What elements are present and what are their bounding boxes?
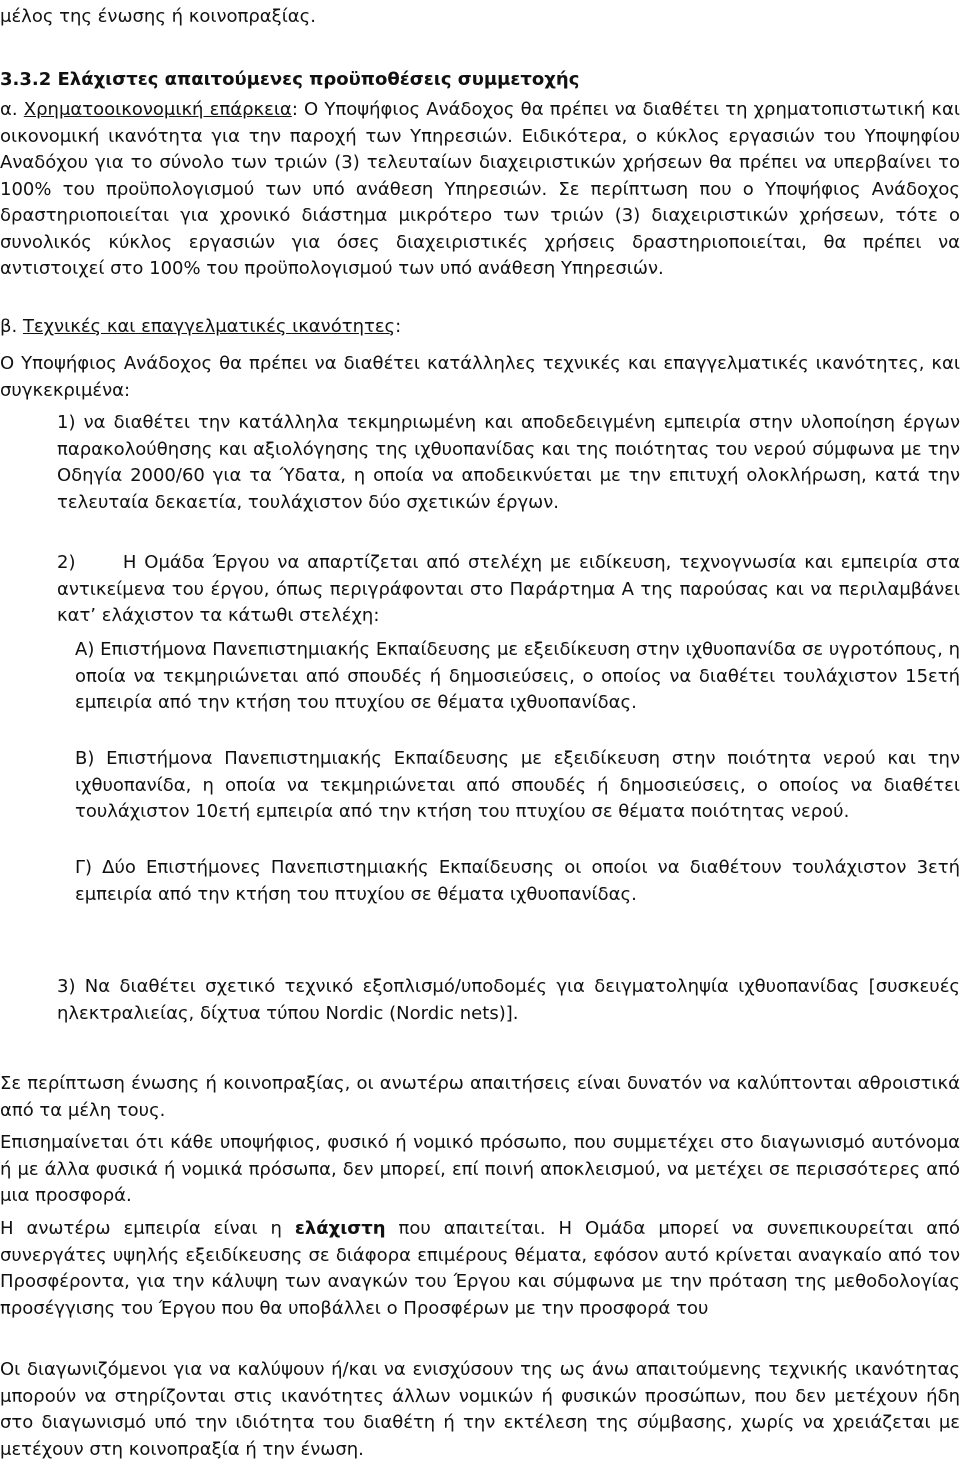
list-item-3: 3) Να διαθέτει σχετικό τεχνικό εξοπλισμό/υποδομές για δειγματοληψία ιχθυοπανίδας [συσκευές ηλεκτραλιείας, δίχτυα τύπου Nordic (Nordic nets)].	[57, 976, 960, 1024]
requirement-a	[0, 97, 960, 283]
staff-item-b: Β) Επιστήμονα Πανεπιστημιακής Εκπαίδευσης με εξειδίκευση στην ποιότητα νερού και την ιχθυοπανίδα, η οποία να τεκμηριώνεται από σπουδές ή δημοσιεύσεις, ο οποίος να διαθέτει τουλάχιστον 10ετή εμπειρία από την κτήση του πτυχίου σε θέματα ποιότητας νερού.	[75, 748, 960, 822]
list-item-2: 2) Η Ομάδα Έργου να απαρτίζεται από στελέχη με ειδίκευση, τεχνογνωσία και εμπειρία στα αντικείμενα του έργου, όπως περιγράφονται στο Παράρτημα Α της παρούσας και να περιλαμβάνει κατ’ ελάχιστον τα κάτωθι στελέχη:	[57, 552, 960, 626]
section-heading: 3.3.2 Ελάχιστες απαιτούμενες προϋποθέσεις συμμετοχής	[0, 69, 580, 90]
emphasis-minimum: ελάχιστη	[294, 1218, 386, 1239]
paragraph-consortium: Σε περίπτωση ένωσης ή κοινοπραξίας, οι ανωτέρω απαιτήσεις είναι δυνατόν να καλύπτονται αθροιστικά από τα μέλη τους.	[0, 1073, 960, 1121]
staff-item-c: Γ) Δύο Επιστήμονες Πανεπιστημιακής Εκπαίδευσης οι οποίοι να διαθέτουν τουλάχιστον 3ετή εμπειρία από την κτήση του πτυχίου σε θέματα ιχθυοπανίδας.	[75, 857, 960, 905]
paragraph-third-party-capacity: Οι διαγωνιζόμενοι για να καλύψουν ή/και να ενισχύσουν της ως άνω απαιτούμενης τεχνικής ικανότητας μπορούν να στηρίζονται στις ικανότητες άλλων νομικών ή φυσικών προσώπων, που δεν μετέχουν ήδη στο διαγωνισμό υπό την ιδιότητα του διαθέτη ή την εκτέλεση της σύμβασης, χωρίς να χρειάζεται με μετέχουν στη κοινοπραξία ή την ένωση.	[0, 1359, 960, 1460]
requirement-b-intro: Ο Υποψήφιος Ανάδοχος θα πρέπει να διαθέτει κατάλληλες τεχνικές και επαγγελματικές ικανότητες, και συγκεκριμένα:	[0, 353, 960, 401]
requirement-b-title: Τεχνικές και επαγγελματικές ικανότητες	[22, 316, 396, 337]
paragraph-minimum-experience: Η ανωτέρω εμπειρία είναι η ελάχιστη που απαιτείται. Η Ομάδα μπορεί να συνεπικουρείται από συνεργάτες υψηλής εξειδίκευσης σε διάφορα επιμέρους θέματα, εφόσον αυτό κρίνεται αναγκαίο από τον Προσφέροντα, για την κάλυψη των αναγκών του Έργου και σύμφωνα με την πρόταση της μεθοδολογίας προσέγγισης του Έργου που θα υποβάλλει ο Προσφέρων με την προσφορά του	[0, 1218, 960, 1319]
requirement-b-heading: β. Τεχνικές και επαγγελματικές ικανότητες:	[0, 316, 402, 337]
requirement-a-text: : Ο Υποψήφιος Ανάδοχος θα πρέπει να διαθέτει τη χρηματοπιστωτική και οικονομική ικανότητα για την παροχή των Υπηρεσιών. Ειδικότερα, ο κύκλος εργασιών του Υποψηφίου Αναδόχου για το σύνολο των τριών (3) τελευταίων διαχειριστικών χρήσεων θα πρέπει να υπερβαίνει το 100% του προϋπολογισμού των υπό ανάθεση Υπηρεσιών. Σε περίπτωση που ο Υποψήφιος Ανάδοχος δραστηριοποιείται για χρονικό διάστημα μικρότερο των τριών (3) διαχειριστικών χρήσεων, τότε ο συνολικός κύκλος εργασιών για όσες διαχειριστικές χρήσεις δραστηριοποιείται, θα πρέπει να αντιστοιχεί στο 100% του προϋπολογισμού των υπό ανάθεση Υπηρεσιών.	[0, 99, 960, 279]
list-item-1: 1) να διαθέτει την κατάλληλα τεκμηριωμένη και αποδεδειγμένη εμπειρία στην υλοποίηση έργων παρακολούθησης και αξιολόγησης της ιχθυοπανίδας και της ποιότητας του νερού σύμφωνα με την Οδηγία 2000/60 για τα Ύδατα, η οποία να αποδεικνύεται με την επιτυχή ολοκλήρωση, κατά την τελευταία δεκαετία, τουλάχιστον δύο σχετικών έργων.	[57, 412, 960, 513]
requirement-a-marker: α.	[0, 99, 24, 120]
paragraph-participation: Επισημαίνεται ότι κάθε υποψήφιος, φυσικό ή νομικό πρόσωπο, που συμμετέχει στο διαγωνισμό αυτόνομα ή με άλλα φυσικά ή νομικά πρόσωπα, δεν μπορεί, επί ποινή αποκλεισμού, να μετέχει σε περισσότερες από μια προσφορά.	[0, 1132, 960, 1206]
staff-item-a: Α) Επιστήμονα Πανεπιστημιακής Εκπαίδευσης με εξειδίκευση στην ιχθυοπανίδα σε υγροτόπους, η οποία να τεκμηριώνεται από σπουδές ή δημοσιεύσεις, ο οποίος να διαθέτει τουλάχιστον 15ετή εμπειρία από την κτήση του πτυχίου σε θέματα ιχθυοπανίδας.	[75, 639, 960, 713]
continuation-line: μέλος της ένωσης ή κοινοπραξίας.	[0, 6, 316, 27]
requirement-a-title: Χρηματοοικονομική επάρκεια	[23, 99, 292, 120]
requirement-b-marker: β.	[0, 316, 23, 337]
